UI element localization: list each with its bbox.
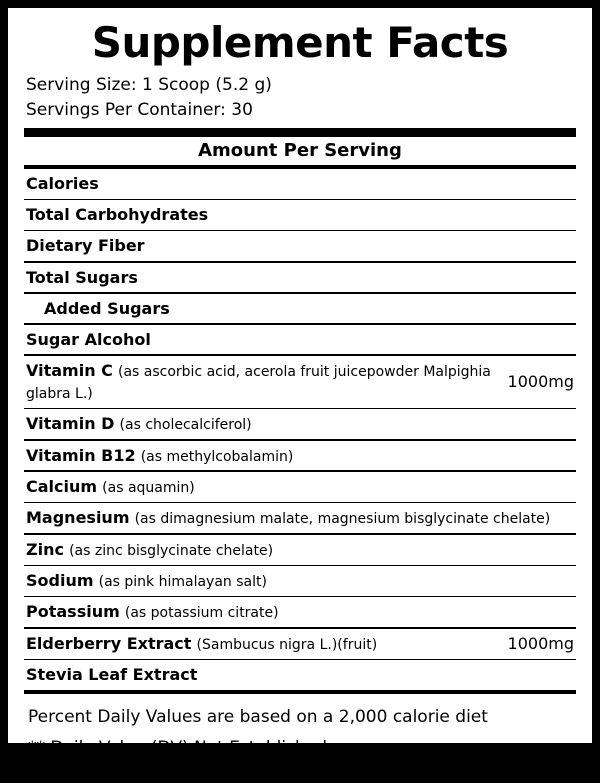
nutrient-name-cell bbox=[26, 633, 498, 655]
nutrient-name-cell bbox=[26, 570, 564, 592]
nutrient-name-cell bbox=[26, 298, 564, 320]
table-row bbox=[24, 263, 576, 293]
nutrient-name: Calories bbox=[26, 174, 99, 194]
table-row bbox=[24, 566, 576, 596]
nutrient-name-cell bbox=[26, 445, 564, 467]
nutrient-detail: (as dimagnesium malate, magnesium bisglycinate chelate) bbox=[134, 511, 551, 528]
table-row bbox=[24, 629, 576, 659]
nutrient-name-cell bbox=[26, 507, 564, 529]
servings-per-container: Servings Per Container: 30 bbox=[26, 99, 253, 120]
nutrient-name-cell bbox=[26, 360, 498, 404]
nutrient-name: Sodium bbox=[26, 571, 94, 591]
nutrient-rows bbox=[24, 169, 576, 690]
footnote-daily-values: Percent Daily Values are based on a 2,000 calorie diet bbox=[28, 706, 488, 727]
nutrient-detail: (as pink himalayan salt) bbox=[98, 574, 267, 591]
page-title: Supplement Facts bbox=[91, 18, 509, 67]
nutrient-name: Magnesium bbox=[26, 508, 130, 528]
table-row bbox=[24, 356, 576, 408]
nutrient-name: Zinc bbox=[26, 539, 64, 559]
nutrient-name: Vitamin C bbox=[26, 360, 113, 380]
nutrient-detail: (as ascorbic acid, acerola fruit juicepowder Malpighia glabra L.) bbox=[26, 363, 491, 402]
nutrient-amount: 1000mg bbox=[507, 372, 574, 392]
divider-thick-top bbox=[24, 128, 576, 137]
supplement-facts-panel bbox=[8, 8, 592, 759]
nutrient-name: Elderberry Extract bbox=[26, 633, 192, 653]
nutrient-name: Potassium bbox=[26, 602, 120, 622]
footnotes bbox=[24, 694, 576, 764]
table-row bbox=[24, 231, 576, 261]
nutrient-name: Total Carbohydrates bbox=[26, 205, 209, 225]
nutrient-name-cell bbox=[26, 267, 564, 289]
nutrient-name: Added Sugars bbox=[44, 298, 170, 318]
table-row bbox=[24, 409, 576, 439]
nutrient-name-cell bbox=[26, 539, 564, 561]
table-row bbox=[24, 503, 576, 533]
nutrient-detail: (as cholecalciferol) bbox=[119, 417, 252, 434]
nutrient-detail: (as aquamin) bbox=[102, 479, 195, 496]
nutrient-amount: 1000mg bbox=[507, 634, 574, 654]
table-row bbox=[24, 325, 576, 355]
nutrient-name-cell bbox=[26, 204, 564, 226]
table-row bbox=[24, 294, 576, 324]
nutrient-detail: (as zinc bisglycinate chelate) bbox=[69, 542, 274, 559]
nutrient-name: Vitamin D bbox=[26, 414, 115, 434]
nutrient-name-cell bbox=[26, 173, 564, 195]
nutrient-name: Stevia Leaf Extract bbox=[26, 665, 198, 685]
nutrient-name: Total Sugars bbox=[26, 267, 138, 287]
nutrient-name-cell bbox=[26, 601, 564, 623]
table-row bbox=[24, 169, 576, 199]
nutrient-name-cell bbox=[26, 329, 564, 351]
nutrient-name-cell bbox=[26, 413, 564, 435]
nutrient-name-cell bbox=[26, 664, 564, 686]
amount-per-serving-header: Amount Per Serving bbox=[198, 140, 402, 162]
table-row bbox=[24, 660, 576, 690]
serving-info bbox=[26, 73, 576, 122]
nutrient-detail: (Sambucus nigra L.)(fruit) bbox=[196, 636, 378, 653]
nutrient-name-cell bbox=[26, 476, 564, 498]
table-row bbox=[24, 535, 576, 565]
table-row bbox=[24, 597, 576, 627]
nutrient-name: Vitamin B12 bbox=[26, 445, 136, 465]
footnote-dv-not-established: ** Daily Value (DV) Not Established bbox=[28, 738, 327, 759]
table-row bbox=[24, 441, 576, 471]
serving-size: Serving Size: 1 Scoop (5.2 g) bbox=[26, 75, 272, 95]
nutrient-name: Sugar Alcohol bbox=[26, 329, 151, 349]
nutrient-name-cell bbox=[26, 235, 564, 257]
nutrient-detail: (as potassium citrate) bbox=[124, 605, 279, 622]
table-row bbox=[24, 472, 576, 502]
nutrient-detail: (as methylcobalamin) bbox=[140, 448, 294, 465]
table-row bbox=[24, 200, 576, 230]
nutrient-name: Dietary Fiber bbox=[26, 236, 145, 256]
nutrient-name: Calcium bbox=[26, 476, 98, 496]
